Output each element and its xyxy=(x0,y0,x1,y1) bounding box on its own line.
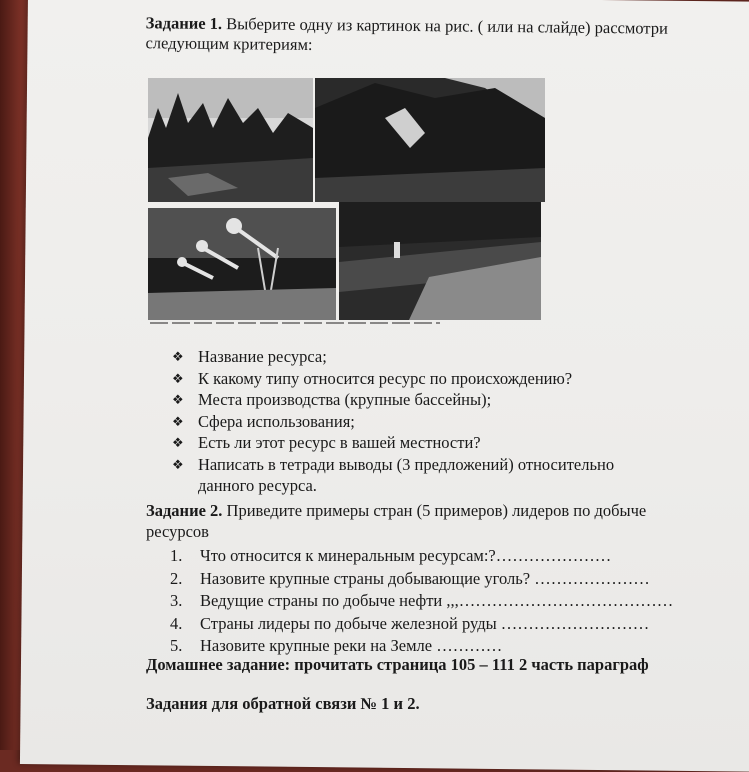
task1-intro xyxy=(145,13,749,60)
photo-oil-pumps xyxy=(148,208,336,320)
question-item: 1. Что относится к минеральным ресурсам:?………………… xyxy=(170,546,612,565)
criteria-item: ❖ Название ресурса; xyxy=(172,347,327,366)
resource-photos xyxy=(120,78,518,328)
photo-forest xyxy=(148,78,313,202)
task2-intro xyxy=(146,500,646,542)
photo-mountain-mine xyxy=(315,78,545,202)
question-item: 4. Страны лидеры по добыче железной руды ……………………… xyxy=(170,613,650,633)
diamond-bullet-icon: ❖ xyxy=(172,456,184,472)
diamond-bullet-icon: ❖ xyxy=(172,392,184,407)
task2-text: Приведите примеры стран (5 примеров) лидеров по добыче xyxy=(226,501,647,520)
question-list xyxy=(170,545,673,658)
question-item: 2. Назовите крупные страны добывающие уголь? ………………… xyxy=(170,568,650,588)
diamond-bullet-icon: ❖ xyxy=(172,349,184,364)
criteria-item: ❖ Написать в тетради выводы (3 предложений) относительно xyxy=(172,454,615,474)
diamond-bullet-icon: ❖ xyxy=(172,413,184,429)
photo-quarry xyxy=(339,202,541,320)
question-item: 3. Ведущие страны по добыче нефти ,,,………………………………… xyxy=(170,591,674,610)
criteria-item-continued: данного ресурса. xyxy=(198,476,317,495)
caption-divider xyxy=(150,322,440,324)
question-item: 5. Назовите крупные реки на Земле ………… xyxy=(170,636,503,655)
criteria-item: ❖ Места производства (крупные бассейны); xyxy=(172,390,492,409)
criteria-item: ❖ Сфера использования; xyxy=(172,411,355,431)
task2-heading: Задание 2. xyxy=(146,501,223,520)
feedback-line: Задания для обратной связи № 1 и 2. xyxy=(146,694,420,713)
criteria-item: ❖ Есть ли этот ресурс в вашей местности? xyxy=(172,433,481,452)
task2-line2: ресурсов xyxy=(146,522,209,541)
diamond-bullet-icon: ❖ xyxy=(172,435,184,450)
task1-heading: Задание 1. xyxy=(145,13,223,34)
task1-line2: следующим критериям: xyxy=(145,33,313,54)
task1-text: Выберите одну из картинок на рис. ( или на слайде) рассмотри xyxy=(226,14,668,38)
criteria-list xyxy=(172,346,614,497)
criteria-item: ❖ К какому типу относится ресурс по происхождению? xyxy=(172,368,573,388)
homework-line: Домашнее задание: прочитать страница 105 – 111 2 часть параграф xyxy=(146,655,649,674)
diamond-bullet-icon: ❖ xyxy=(172,370,184,386)
